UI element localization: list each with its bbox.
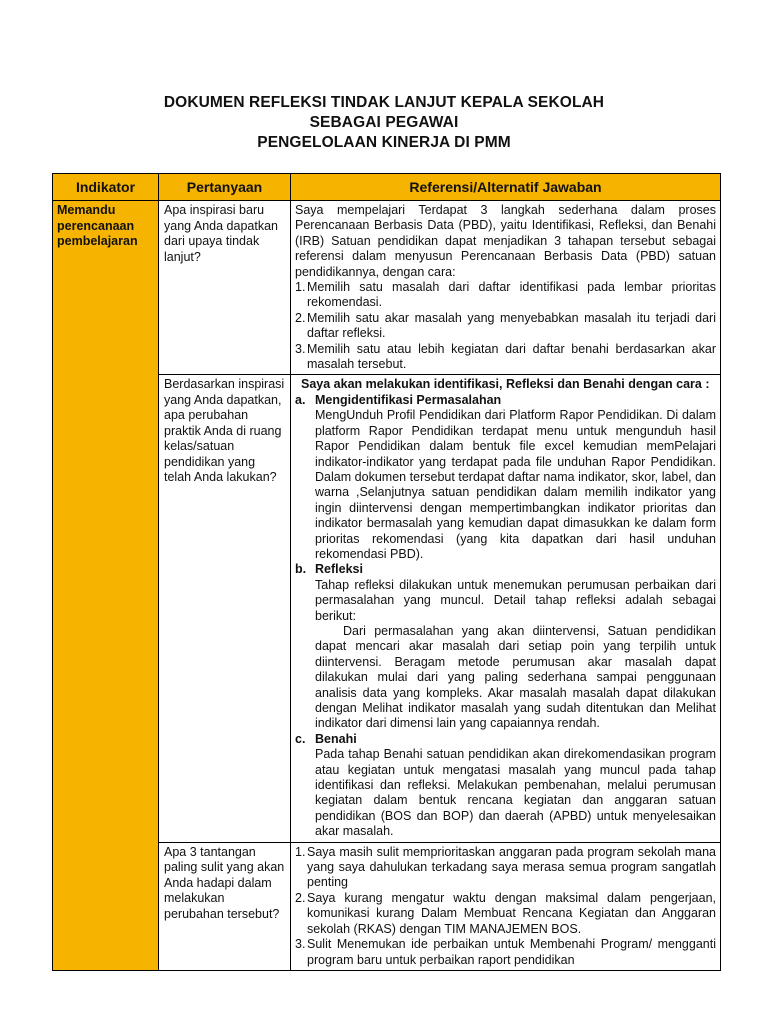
list-item: 3. Sulit Menemukan ide perbaikan untuk Membenahi Program/ mengganti program baru untuk perbaikan raport pendidikan <box>295 937 716 967</box>
list-item: 2. Memilih satu akar masalah yang menyebabkan masalah itu terjadi dari daftar refleksi. <box>295 310 716 341</box>
table-header-row <box>53 174 721 201</box>
answer-cell <box>291 842 721 970</box>
title-line-3: PENGELOLAAN KINERJA DI PMM <box>257 134 511 151</box>
section-paragraph: Tahap refleksi dilakukan untuk menemukan perumusan perbaikan dari permasalahan yang muncul. Detail tahap refleksi adalah sebagai berikut: <box>315 577 716 623</box>
list-item: 1. Saya masih sulit memprioritaskan anggaran pada program sekolah mana yang saya dahulukan terkadang saya merasa semua program sangatlah penting <box>295 844 716 890</box>
answer-heading: Saya akan melakukan identifikasi, Refleksi dan Benahi dengan cara : <box>301 377 710 392</box>
header-indikator: Indikator <box>53 174 159 201</box>
reflection-table <box>52 173 721 971</box>
question-cell: Apa 3 tantangan paling sulit yang akan Anda hadapi dalam melakukan perubahan tersebut? <box>159 842 291 970</box>
indicator-cell: Memandu perencanaan pembelajaran <box>53 201 159 971</box>
answer-cell <box>291 375 721 842</box>
section-paragraph: MengUnduh Profil Pendidikan dari Platform Rapor Pendidikan. Di dalam platform Rapor Pendidikan terdapat menu untuk mengunduh hasil Rapor Pendidikan dalam bentuk file excel kemudian memPelajari indikator-indikator yang terdapat pada file unduhan Rapor Pendidikan. Dalam dokumen tersebut terdapat daftar nama indikator, skor, label, dan warna ,Selanjutnya satuan pendidikan dalam memilih indikator yang ingin diintervensi dengan mempertimbangkan indikator prioritas dan indikator bermasalah yang kemudian dapat dimasukkan ke dalam form prioritas rekomendasi (yang kita dapatkan dari hasil unduhan rekomendasi PBD). <box>315 408 716 561</box>
header-referensi: Referensi/Alternatif Jawaban <box>291 174 721 201</box>
section-heading: c. Benahi <box>295 731 357 746</box>
question-cell: Apa inspirasi baru yang Anda dapatkan dari upaya tindak lanjut? <box>159 201 291 375</box>
title-line-1: DOKUMEN REFLEKSI TINDAK LANJUT KEPALA SEKOLAH <box>163 94 605 111</box>
header-pertanyaan: Pertanyaan <box>159 174 291 201</box>
section-paragraph: Dari permasalahan yang akan diintervensi, Satuan pendidikan dapat mencari akar masalah dari setiap poin yang terpilih untuk diintervensi. Beragam metode perumusan akar masalah dapat dilakukan mulai dari yang paling sederhana sampai penggunaan analisis data yang kompleks. Akar masalah masalah dapat dilakukan dengan Melihat indikator masalah yang sudah ditentukan dan Melihat indikator dari dimensi lain yang capaiannya rendah. <box>315 623 716 731</box>
list-item: 3. Memilih satu atau lebih kegiatan dari daftar benahi berdasarkan akar masalah tersebut. <box>295 341 716 372</box>
answer-intro: Saya mempelajari Terdapat 3 langkah sederhana dalam proses Perencanaan Berbasis Data (PBD), yaitu Identifikasi, Refleksi, dan Benahi (IRB) Satuan pendidikan dapat menjadikan 3 tahapan tersebut sebagai referensi dalam menyusun Perencanaan Berbasis Data (PBD) satuan pendidikannya, dengan cara: <box>295 203 716 279</box>
title-line-2: SEBAGAI PEGAWAI <box>309 114 459 131</box>
list-item: 2. Saya kurang mengatur waktu dengan maksimal dalam pengerjaan, komunikasi kurang Dalam Membuat Rencana Kegiatan dan Anggaran sekolah (RKAS) dengan TIM MANAJEMEN BOS. <box>295 890 716 936</box>
answer-cell <box>291 201 721 375</box>
section-heading: a. Mengidentifikasi Permasalahan <box>295 392 502 407</box>
table-row <box>53 201 721 375</box>
section-paragraph: Pada tahap Benahi satuan pendidikan akan direkomendasikan program atau kegiatan untuk mengatasi masalah yang muncul pada tahap identifikasi dan refleksi. Melakukan pembenahan, melalui perumusan kegiatan dalam bentuk rencana kegiatan dan anggaran satuan pendidikan (BOS dan BOP) dan daerah (APBD) untuk menyelesaikan akar masalah. <box>315 747 716 839</box>
question-cell: Berdasarkan inspirasi yang Anda dapatkan, apa perubahan praktik Anda di ruang kelas/satuan pendidikan yang telah Anda lakukan? <box>159 375 291 842</box>
list-item: 1. Memilih satu masalah dari daftar identifikasi pada lembar prioritas rekomendasi. <box>295 280 716 310</box>
document-title <box>0 93 768 153</box>
section-heading: b. Refleksi <box>295 562 363 577</box>
